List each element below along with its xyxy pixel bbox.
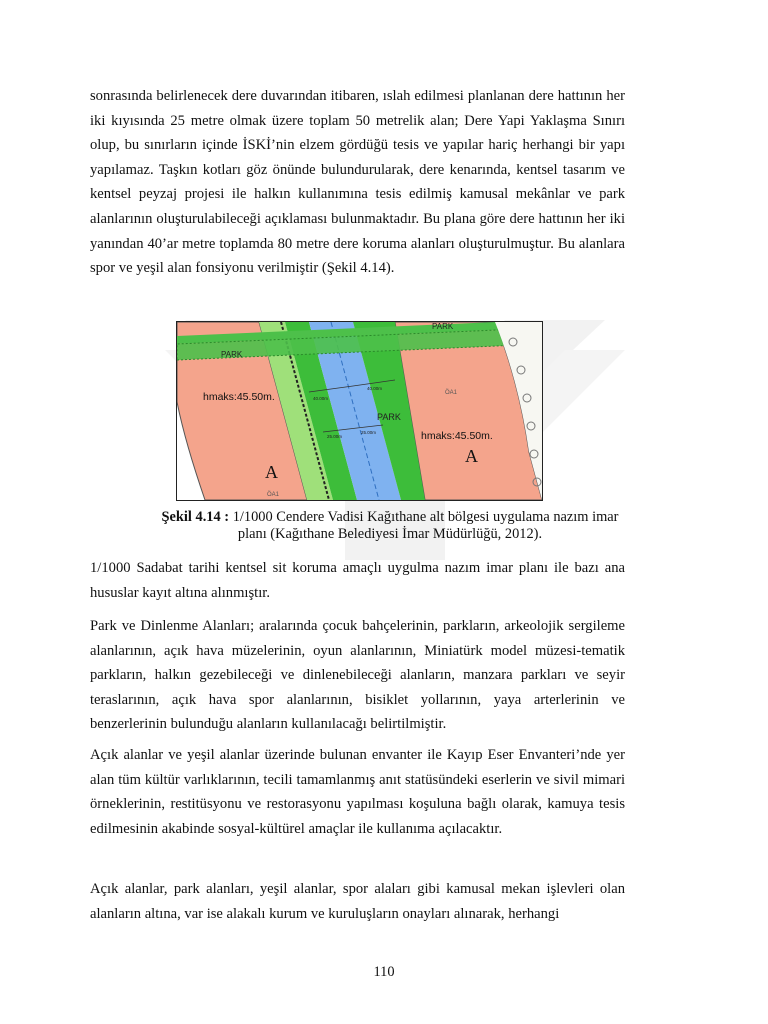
label-dim-25-left: 25.00m xyxy=(327,434,343,439)
caption-line-2: planı (Kağıthane Belediyesi İmar Müdürlüğü, 2012). xyxy=(237,526,543,542)
paragraph-1 xyxy=(90,84,625,281)
caption-line-1 xyxy=(150,509,630,526)
caption-line-1-text: 1/1000 Cendere Vadisi Kağıthane alt bölgesi uygulama nazım imar xyxy=(232,509,619,525)
paragraph-2 xyxy=(90,556,625,605)
label-dim-40-left: 40.00m xyxy=(313,396,329,401)
page-number: 110 xyxy=(373,964,395,980)
label-park-top-left: PARK xyxy=(221,350,243,359)
paragraph-5 xyxy=(90,877,625,926)
paragraph-4 xyxy=(90,743,625,841)
label-park-middle: PARK xyxy=(377,412,401,422)
label-oa1-top: ÖA1 xyxy=(445,390,458,396)
paragraph-3 xyxy=(90,614,625,737)
paragraph-4-text: Açık alanlar ve yeşil alanlar üzerinde bulunan envanter ile Kayıp Eser Envanteri’nde yer alan tüm kültür varlıklarının, tecili tamamlanmış anıt statüsündeki eserlerin ve sivil mimari örneklerinin, restitüsyonu ve restorasyonu yapılması koşuluna bağlı olarak, kamuya tesis edilmesinin akabinde sosyal-kültürel amaçlar ile kullanıma açılacaktır. xyxy=(90,747,625,837)
paragraph-2-text: 1/1000 Sadabat tarihi kentsel sit koruma amaçlı uygulma nazım imar planı ile bazı ana hususlar kayıt altına alınmıştır. xyxy=(90,560,625,601)
paragraph-1-text: sonrasında belirlenecek dere duvarından itibaren, ıslah edilmesi planlanan dere hattının her iki kıyısında 25 metre olmak üzere toplam 50 metrelik alan; Dere Yapi Yaklaşma Sınırı olup, bu sınırların içinde İSKİ’nin elzem gördüğü tesis ve yapılar hariç herhangi bir yapı yapılamaz. Taşkın kotları göz önünde bulundurularak, dere kenarında, kentsel tasarım ve kentsel peyzaj projesi ile halkın kullanımına tesis edilmiş kamusal mekânlar ve park alanlarının oluşturulabileceği açıklaması bulunmaktadır. Bu plana göre dere hattının her iki yanından 40’ar metre toplamda 80 metre dere koruma alanları oluşturulmuştur. Bu alanlara spor ve yeşil alan fonsiyonu verilmiştir (Şekil 4.14). xyxy=(90,88,625,277)
figure-plan-map xyxy=(176,321,543,501)
caption-label: Şekil 4.14 : xyxy=(161,509,230,525)
paragraph-3-text: Park ve Dinlenme Alanları; aralarında çocuk bahçelerinin, parkların, arkeolojik sergileme alanlarının, açık hava müzelerinin, oyun alanlarının, Miniatürk model müzesi-tematik parkların, halkın gezebileceği ve dinlenebileceği alanların, manzara parkları ve seyir teraslarının, açık hava spor alanlarının, bisiklet yollarının, yaya arterlerinin ve benzerlerinin bulunduğu alanların kullanılacağı belirtilmiştir. xyxy=(90,618,625,733)
label-hmaks-left: hmaks:45.50m. xyxy=(203,391,275,403)
label-oa1-bottom: ÖA1 xyxy=(267,492,280,498)
plan-map-svg xyxy=(177,322,542,500)
figure-caption xyxy=(150,509,630,543)
label-dim-40-right: 40.00m xyxy=(367,386,383,391)
label-zone-right-a: A xyxy=(465,446,478,466)
label-hmaks-right: hmaks:45.50m. xyxy=(421,430,493,442)
label-dim-25-right: 25.00m xyxy=(361,430,377,435)
label-zone-left-a: A xyxy=(265,462,278,482)
label-park-top-right: PARK xyxy=(432,322,454,331)
paragraph-5-text: Açık alanlar, park alanları, yeşil alanlar, spor alaları gibi kamusal mekan işlevleri olan alanların altına, var ise alakalı kurum ve kuruluşların onayları alınarak, herhangi xyxy=(90,881,625,922)
